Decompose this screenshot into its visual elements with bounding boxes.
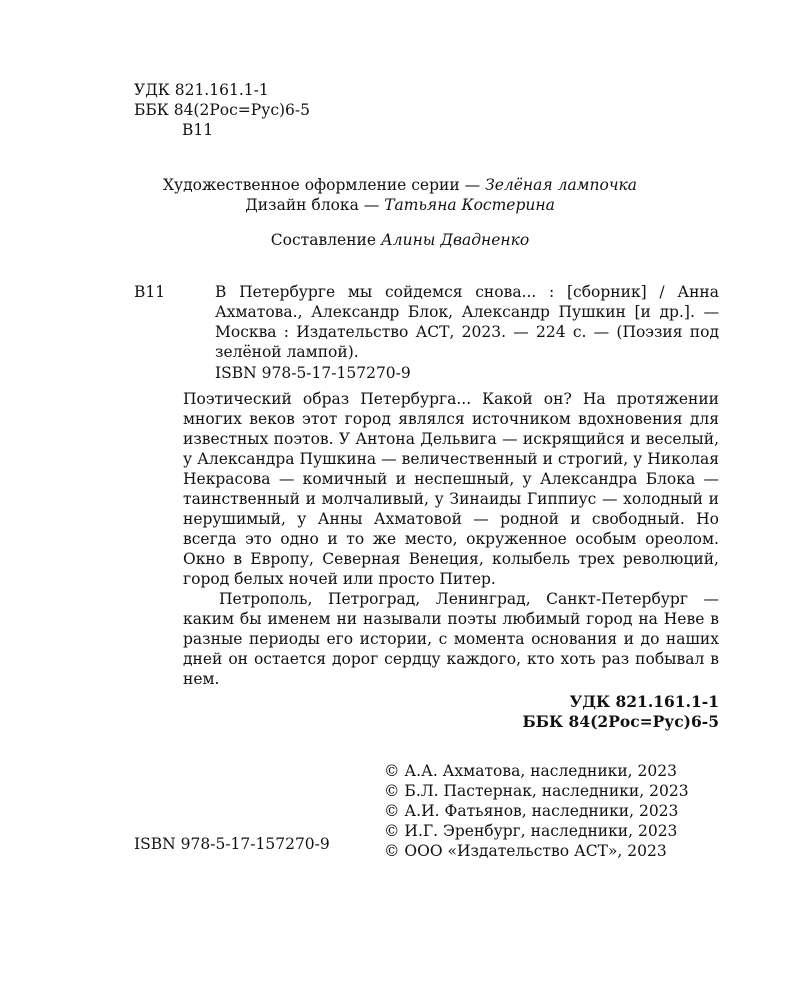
series-design-credit bbox=[0, 175, 800, 195]
udk-code: УДК 821.161.1-1 bbox=[134, 81, 269, 99]
block-design-name: Татьяна Костерина bbox=[384, 196, 555, 214]
copyright-line: © ООО «Издательство АСТ», 2023 bbox=[384, 842, 667, 860]
compiler-credit bbox=[0, 230, 800, 250]
annotation-paragraph-1: Поэтический образ Петербурга... Какой он? На протяжении многих веков этот город являлся источником вдохновения для известных поэтов. У Антона Дельвига — искрящийся и веселый, у Александра Пушкина — величественный и строгий, у Николая Некрасова — комичный и неспешный, у Александра Блока — таинственный и молчаливый, у Зинаиды Гиппиус — холодный и нерушимый, у Анны Ахматовой — родной и свободный. Но всегда это одно и то же место, окруженное особым ореолом. Окно в Европу, Северная Венеция, колыбель трех революций, город белых ночей или просто Питер. bbox=[183, 390, 719, 588]
block-design-label: Дизайн блока — bbox=[245, 196, 380, 214]
bbk-code: ББК 84(2Рос=Рус)6-5 bbox=[134, 101, 311, 119]
catalog-mark: В11 bbox=[134, 283, 166, 301]
compiler-label: Составление bbox=[270, 231, 377, 249]
bbk-code-right: ББК 84(2Рос=Рус)6-5 bbox=[522, 712, 719, 731]
catalog-isbn: ISBN 978-5-17-157270-9 bbox=[215, 364, 411, 382]
catalog-entry: В Петербурге мы сойдемся снова... : [сборник] / Анна Ахматова., Александр Блок, Александр Пушкин [и др.]. — Москва : Издательство АСТ, 2023. — 224 с. — (Поэзия под зелёной лампой). bbox=[215, 283, 719, 361]
annotation-paragraph-2: Петрополь, Петроград, Ленинград, Санкт-Петербург — каким бы именем ни называли поэты любимый город на Неве в разные периоды его истории, с момента основания и до наших дней он остается дорог сердцу каждого, кто хоть раз побывал в нем. bbox=[183, 590, 719, 688]
annotation bbox=[183, 389, 719, 689]
isbn-bottom: ISBN 978-5-17-157270-9 bbox=[134, 835, 330, 853]
author-mark: В11 bbox=[182, 121, 214, 139]
compiler-name: Алины Двадненко bbox=[381, 231, 530, 249]
series-design-label: Художественное оформление серии — bbox=[162, 176, 481, 194]
copyright-line: © А.А. Ахматова, наследники, 2023 bbox=[384, 762, 677, 780]
classification-codes-right bbox=[523, 692, 719, 732]
classification-codes bbox=[134, 80, 310, 140]
copyright-line: © Б.Л. Пастернак, наследники, 2023 bbox=[384, 782, 689, 800]
series-design-name: Зелёная лампочка bbox=[485, 176, 637, 194]
copyright-list bbox=[384, 761, 689, 861]
copyright-line: © И.Г. Эренбург, наследники, 2023 bbox=[384, 822, 678, 840]
copyright-line: © А.И. Фатьянов, наследники, 2023 bbox=[384, 802, 679, 820]
block-design-credit bbox=[0, 195, 800, 215]
udk-code-right: УДК 821.161.1-1 bbox=[569, 692, 719, 711]
